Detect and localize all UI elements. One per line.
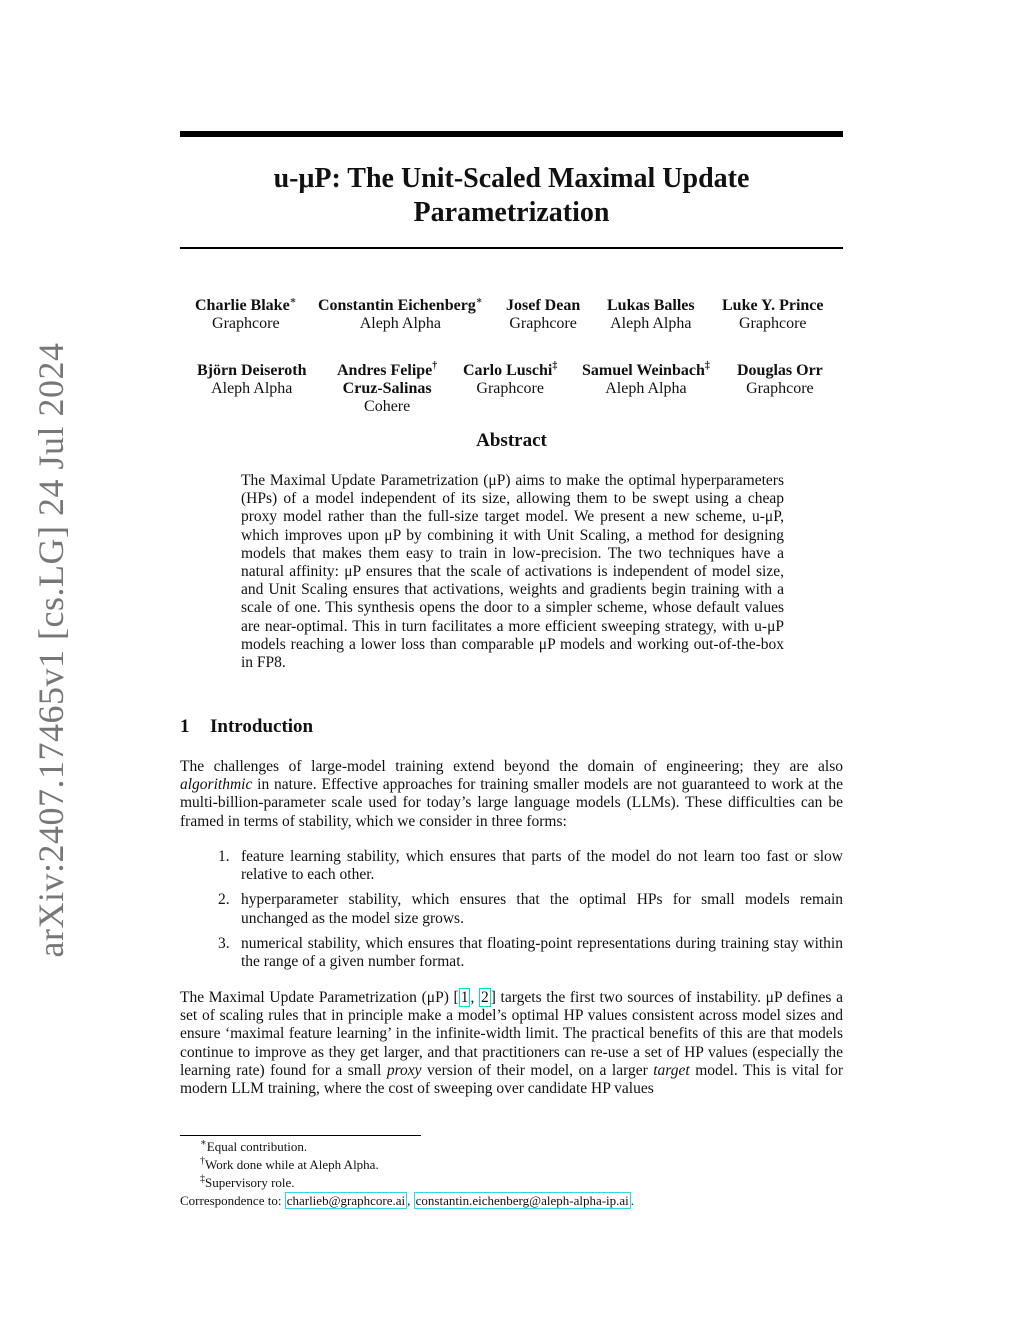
emphasis-text: algorithmic (180, 776, 253, 794)
section-heading-introduction (180, 716, 313, 738)
author-affiliation: Aleph Alpha (605, 380, 687, 397)
author-name-continued: Cruz-Salinas (342, 380, 432, 397)
list-item: 1. feature learning stability, which ensures that parts of the model do not learn too fast or slow relative to each other. (218, 848, 843, 884)
author-name: Andres Felipe† (337, 360, 438, 379)
email-link[interactable]: constantin.eichenberg@aleph-alpha-ip.ai (415, 1193, 629, 1208)
section-number: 1 (180, 716, 190, 737)
footnote-equal-contribution: ∗Equal contribution. (200, 1137, 308, 1154)
author-affiliation: Graphcore (212, 315, 280, 332)
author-name: Carlo Luschi‡ (463, 360, 558, 379)
author-block (337, 362, 437, 416)
title-bottom-rule (180, 247, 843, 249)
title-top-rule (180, 131, 843, 137)
footnote-supervisory: ‡Supervisory role. (200, 1173, 295, 1190)
author-block (607, 297, 695, 333)
author-block (195, 297, 297, 333)
author-affiliation: Graphcore (476, 380, 544, 397)
author-name: Josef Dean (506, 297, 581, 314)
citation-link[interactable]: 2 (480, 989, 489, 1006)
list-marker: 2. (218, 891, 230, 909)
emphasis-text: proxy (386, 1061, 422, 1079)
stability-list (180, 848, 843, 978)
author-block (463, 362, 557, 398)
author-name: Lukas Balles (607, 297, 695, 314)
citation-link[interactable]: 1 (460, 989, 469, 1006)
author-affiliation: Aleph Alpha (359, 315, 442, 332)
author-block (737, 362, 823, 398)
abstract-heading: Abstract (476, 430, 547, 451)
author-name: Luke Y. Prince (722, 297, 824, 314)
list-item: 3. numerical stability, which ensures that floating-point representations during training stay within the range of a given number format. (218, 934, 843, 971)
author-block (506, 297, 580, 333)
list-marker: 1. (218, 848, 230, 865)
author-affiliation: Graphcore (509, 315, 577, 332)
paper-title (180, 162, 843, 230)
intro-paragraph-2: The Maximal Update Parametrization (μP) [ 1 , 2 ] targets the first two sources of instability. μP defines a set of scaling rules that in principle make a model’s optimal HP values consistent across model sizes and ensure ‘maximal feature learning’ in the infinite-width limit. The practical benefits of this are that models continue to improve as they get larger, and that practitioners can re-use a set of HP values (especially the learning rate) found for a small proxy version of their model, on a larger target model. This is vital for modern LLM training, where the cost of sweeping over candidate HP values (180, 989, 843, 1098)
author-affiliation: Graphcore (738, 315, 807, 332)
author-affiliation: Aleph Alpha (610, 315, 692, 332)
email-link[interactable]: charlieb@graphcore.ai (286, 1193, 406, 1208)
author-block (318, 297, 483, 333)
author-affiliation: Cohere (364, 398, 411, 415)
list-marker: 3. (218, 934, 230, 952)
author-name: Constantin Eichenberg∗ (318, 295, 483, 314)
abstract-text: The Maximal Update Parametrization (μP) aims to make the optimal hyperparameters (HPs) of a model independent of its size, allowing them to be swept using a cheap proxy model rather than the full-size target model. We present a new scheme, u-μP, which improves upon μP by combining it with Unit Scaling, a method for designing models that makes them easy to train in low-precision. The two techniques have a natural affinity: μP ensures that the scale of activations is independent of model size, and Unit Scaling ensures that activations, weights and gradients begin training with a scale of one. This synthesis opens the door to a simpler scheme, whose default values are near-optimal. This in turn facilitates a more efficient sweeping strategy, with u-μP models reaching a lower loss than comparable μP models and working out-of-the-box in FP8. (241, 472, 784, 672)
list-item: 2. hyperparameter stability, which ensures that the optimal HPs for small models remain unchanged as the model size grows. (218, 891, 843, 927)
author-name: Douglas Orr (737, 362, 823, 379)
emphasis-text: target (653, 1061, 690, 1079)
author-block (582, 362, 710, 398)
arxiv-identifier: arXiv:2407.17465v1 [cs.LG] 24 Jul 2024 (31, 342, 71, 958)
author-affiliation: Graphcore (746, 380, 814, 397)
footnote-rule (180, 1135, 421, 1136)
footnote-correspondence: Correspondence to: charlieb@graphcore.ai , constantin.eichenberg@aleph-alpha-ip.ai . (180, 1193, 635, 1208)
footnote-work-done: †Work done while at Aleph Alpha. (200, 1155, 379, 1172)
author-name: Björn Deiseroth (197, 362, 307, 379)
title-line-2: Parametrization (413, 197, 610, 228)
section-title: Introduction (210, 716, 314, 737)
author-affiliation: Aleph Alpha (211, 380, 293, 397)
author-block (722, 297, 823, 333)
title-line-1: u-μP: The Unit-Scaled Maximal Update (273, 163, 750, 194)
author-name: Samuel Weinbach‡ (582, 360, 710, 379)
intro-paragraph-1: The challenges of large-model training extend beyond the domain of engineering; they are also algorithmic in nature. Effective approaches for training smaller models are not guaranteed to work at the multi-billion-parameter scale used for today’s large language models (LLMs). These difficulties can be framed in terms of stability, which we consider in three forms: (180, 758, 843, 830)
author-block (197, 362, 306, 398)
author-name: Charlie Blake∗ (195, 295, 297, 314)
